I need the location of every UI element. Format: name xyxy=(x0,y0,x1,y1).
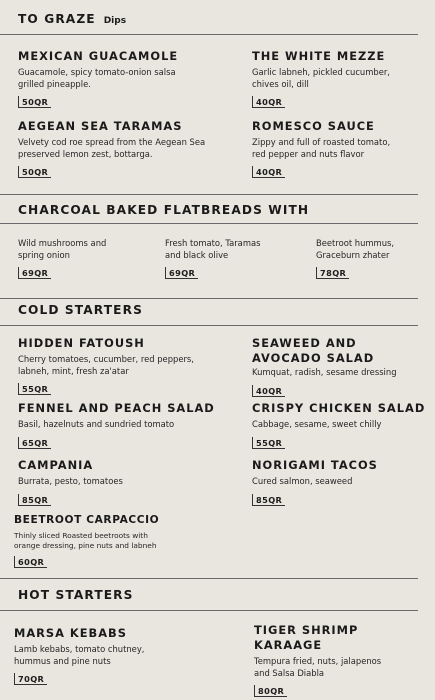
item-name: CRISPY CHICKEN SALAD xyxy=(252,401,426,415)
divider-line xyxy=(0,223,418,224)
item-name: FENNEL AND PEACH SALAD xyxy=(18,401,215,415)
menu-item-tiger-shrimp-karaage xyxy=(254,623,429,698)
item-name: AEGEAN SEA TARAMAS xyxy=(18,119,183,133)
item-price: 40QR xyxy=(252,385,285,397)
menu-item-romesco-sauce xyxy=(252,119,422,179)
item-description: Cabbage, sesame, sweet chilly xyxy=(252,419,382,429)
section-title-to-graze xyxy=(18,12,126,26)
item-price: 85QR xyxy=(252,494,285,506)
menu-item-marsa-kebabs xyxy=(14,626,239,686)
item-price: 55QR xyxy=(252,437,285,449)
item-description: Garlic labneh, pickled cucumber, chives oil, dill xyxy=(252,67,390,89)
item-price: 65QR xyxy=(18,437,51,449)
menu-item-hidden-fatoush xyxy=(18,336,243,396)
menu-item-white-mezze xyxy=(252,49,422,109)
item-price: 80QR xyxy=(254,685,287,697)
flatbread-item-beetroot xyxy=(316,237,426,280)
item-name: NORIGAMI TACOS xyxy=(252,458,378,472)
section-title-hot-starters: HOT STARTERS xyxy=(18,588,134,602)
item-description: Fresh tomato, Taramas and black olive xyxy=(165,238,261,260)
item-price: 85QR xyxy=(18,494,51,506)
menu-item-campania xyxy=(18,458,243,507)
item-name: HIDDEN FATOUSH xyxy=(18,336,145,350)
item-description: Burrata, pesto, tomatoes xyxy=(18,476,123,486)
menu-item-beetroot-carpaccio xyxy=(14,513,244,569)
item-price: 40QR xyxy=(252,166,285,178)
flatbread-item-mushroom xyxy=(18,237,153,280)
item-description: Zippy and full of roasted tomato, red pepper and nuts flavor xyxy=(252,137,391,159)
item-name: BEETROOT CARPACCIO xyxy=(14,514,160,526)
section-subtitle: Dips xyxy=(103,16,127,26)
item-price: 69QR xyxy=(165,267,198,279)
item-price: 40QR xyxy=(252,96,285,108)
item-price: 78QR xyxy=(316,267,349,279)
divider-line xyxy=(0,194,418,195)
section-title-text: TO GRAZE xyxy=(18,12,96,26)
item-price: 60QR xyxy=(14,556,47,568)
menu-item-fennel-peach-salad xyxy=(18,401,248,450)
menu-item-seaweed-avocado-salad xyxy=(252,336,427,398)
divider-line xyxy=(0,610,418,611)
item-description: Tempura fried, nuts, jalapenos and Salsa Diabla xyxy=(254,656,382,678)
item-description: Thinly sliced Roasted beetroots with orange dressing, pine nuts and labneh xyxy=(14,531,157,550)
divider-line xyxy=(0,34,418,35)
item-name: SEAWEED AND AVOCADO SALAD xyxy=(252,336,375,365)
item-name: CAMPANIA xyxy=(18,458,94,472)
item-description: Cherry tomatoes, cucumber, red peppers, labneh, mint, fresh za'atar xyxy=(18,354,194,376)
item-description: Lamb kebabs, tomato chutney, hummus and pine nuts xyxy=(14,644,145,666)
item-price: 69QR xyxy=(18,267,51,279)
item-description: Kumquat, radish, sesame dressing xyxy=(252,367,397,377)
item-description: Wild mushrooms and spring onion xyxy=(18,238,107,260)
item-description: Basil, hazelnuts and sundried tomato xyxy=(18,419,175,429)
menu-item-crispy-chicken-salad xyxy=(252,401,427,450)
item-name: MARSA KEBABS xyxy=(14,626,127,640)
item-price: 55QR xyxy=(18,383,51,395)
item-name: MEXICAN GUACAMOLE xyxy=(18,49,179,63)
item-price: 50QR xyxy=(18,166,51,178)
section-title-flatbreads: CHARCOAL BAKED FLATBREADS WITH xyxy=(18,203,310,217)
menu-item-mexican-guacamole xyxy=(18,49,243,109)
item-description: Velvety cod roe spread from the Aegean Sea preserved lemon zest, bottarga. xyxy=(18,137,206,159)
item-description: Cured salmon, seaweed xyxy=(252,476,353,486)
item-description: Guacamole, spicy tomato-onion salsa grilled pineapple. xyxy=(18,67,176,89)
flatbread-item-tomato xyxy=(165,237,295,280)
divider-line xyxy=(0,578,418,579)
item-description: Beetroot hummus, Graceburn zhater xyxy=(316,238,395,260)
item-name: TIGER SHRIMP KARAAGE xyxy=(254,623,359,652)
section-title-cold-starters: COLD STARTERS xyxy=(18,303,143,317)
item-price: 70QR xyxy=(14,673,47,685)
divider-line xyxy=(0,325,418,326)
menu-item-norigami-tacos xyxy=(252,458,427,507)
item-name: ROMESCO SAUCE xyxy=(252,119,375,133)
divider-line xyxy=(0,298,418,299)
menu-item-aegean-sea-taramas xyxy=(18,119,248,179)
item-name: THE WHITE MEZZE xyxy=(252,49,386,63)
item-price: 50QR xyxy=(18,96,51,108)
